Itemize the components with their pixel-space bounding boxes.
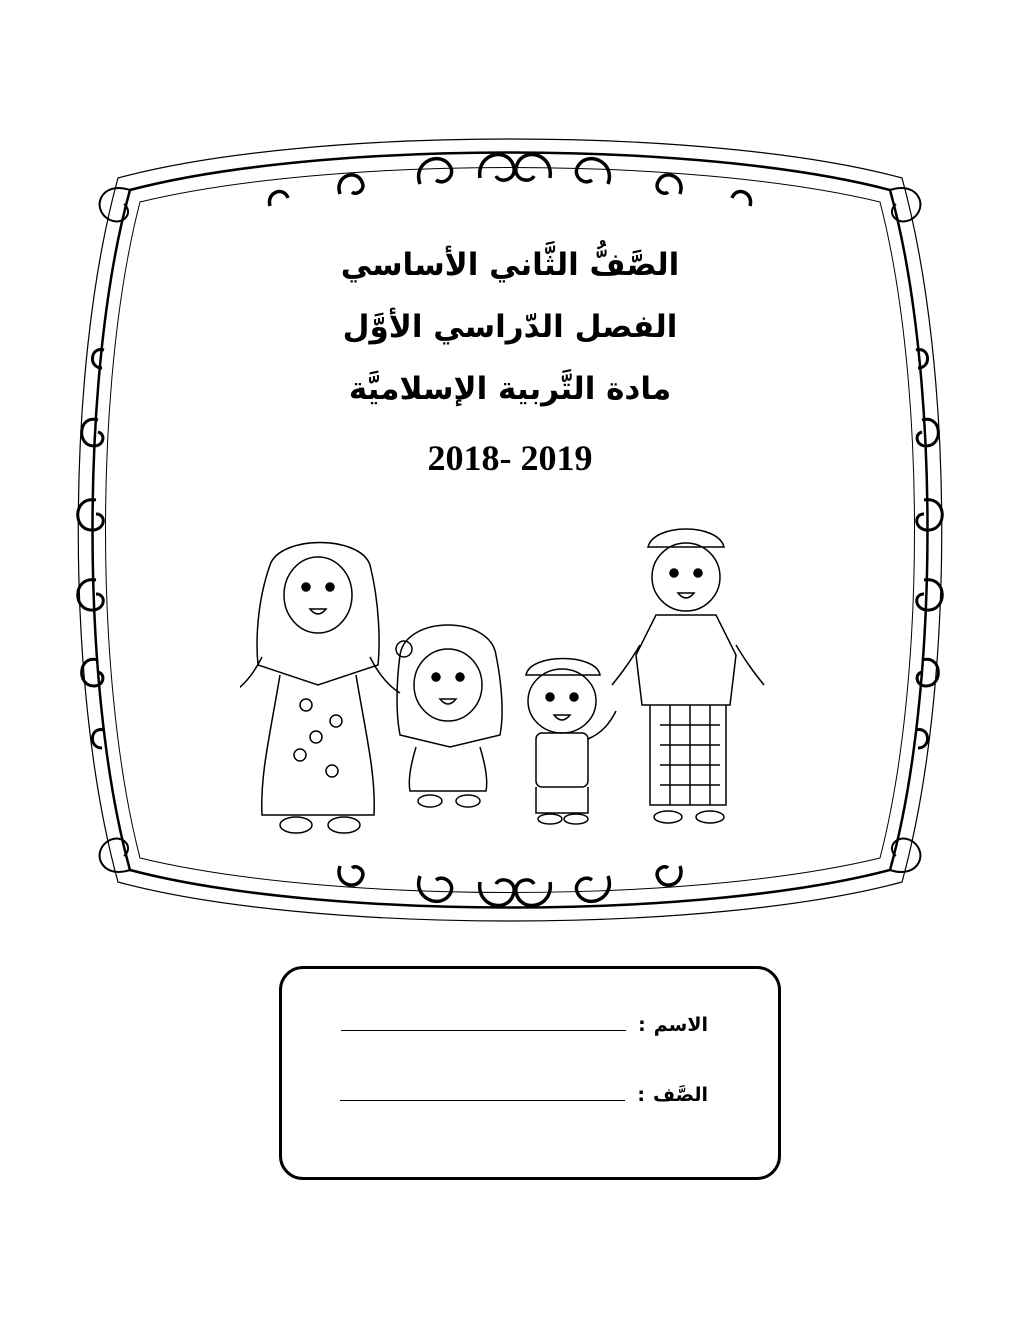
academic-year: 2018- 2019	[427, 438, 593, 478]
name-colon: :	[638, 1014, 646, 1036]
class-colon: :	[637, 1084, 645, 1106]
cover-title-block	[250, 247, 770, 490]
name-label: الاسم	[653, 1014, 708, 1036]
family-children-icon	[240, 525, 780, 855]
name-input-line[interactable]	[341, 1016, 626, 1031]
small-boy-cap-figure	[526, 659, 616, 825]
girl-hijab-figure	[240, 543, 400, 834]
name-field[interactable]	[341, 1014, 708, 1036]
subject-title: مادة التَّربية الإسلاميَّة	[348, 371, 672, 407]
small-girl-hijab-figure	[396, 625, 502, 807]
grade-title: الصَّفُّ الثَّاني الأساسي	[340, 247, 680, 283]
class-field[interactable]	[340, 1084, 708, 1106]
class-input-line[interactable]	[340, 1086, 625, 1101]
semester-title: الفصل الدّراسي الأوَّل	[342, 309, 678, 345]
boy-cap-figure	[612, 529, 764, 823]
class-label: الصَّف	[653, 1084, 708, 1106]
student-info-box	[279, 966, 781, 1180]
